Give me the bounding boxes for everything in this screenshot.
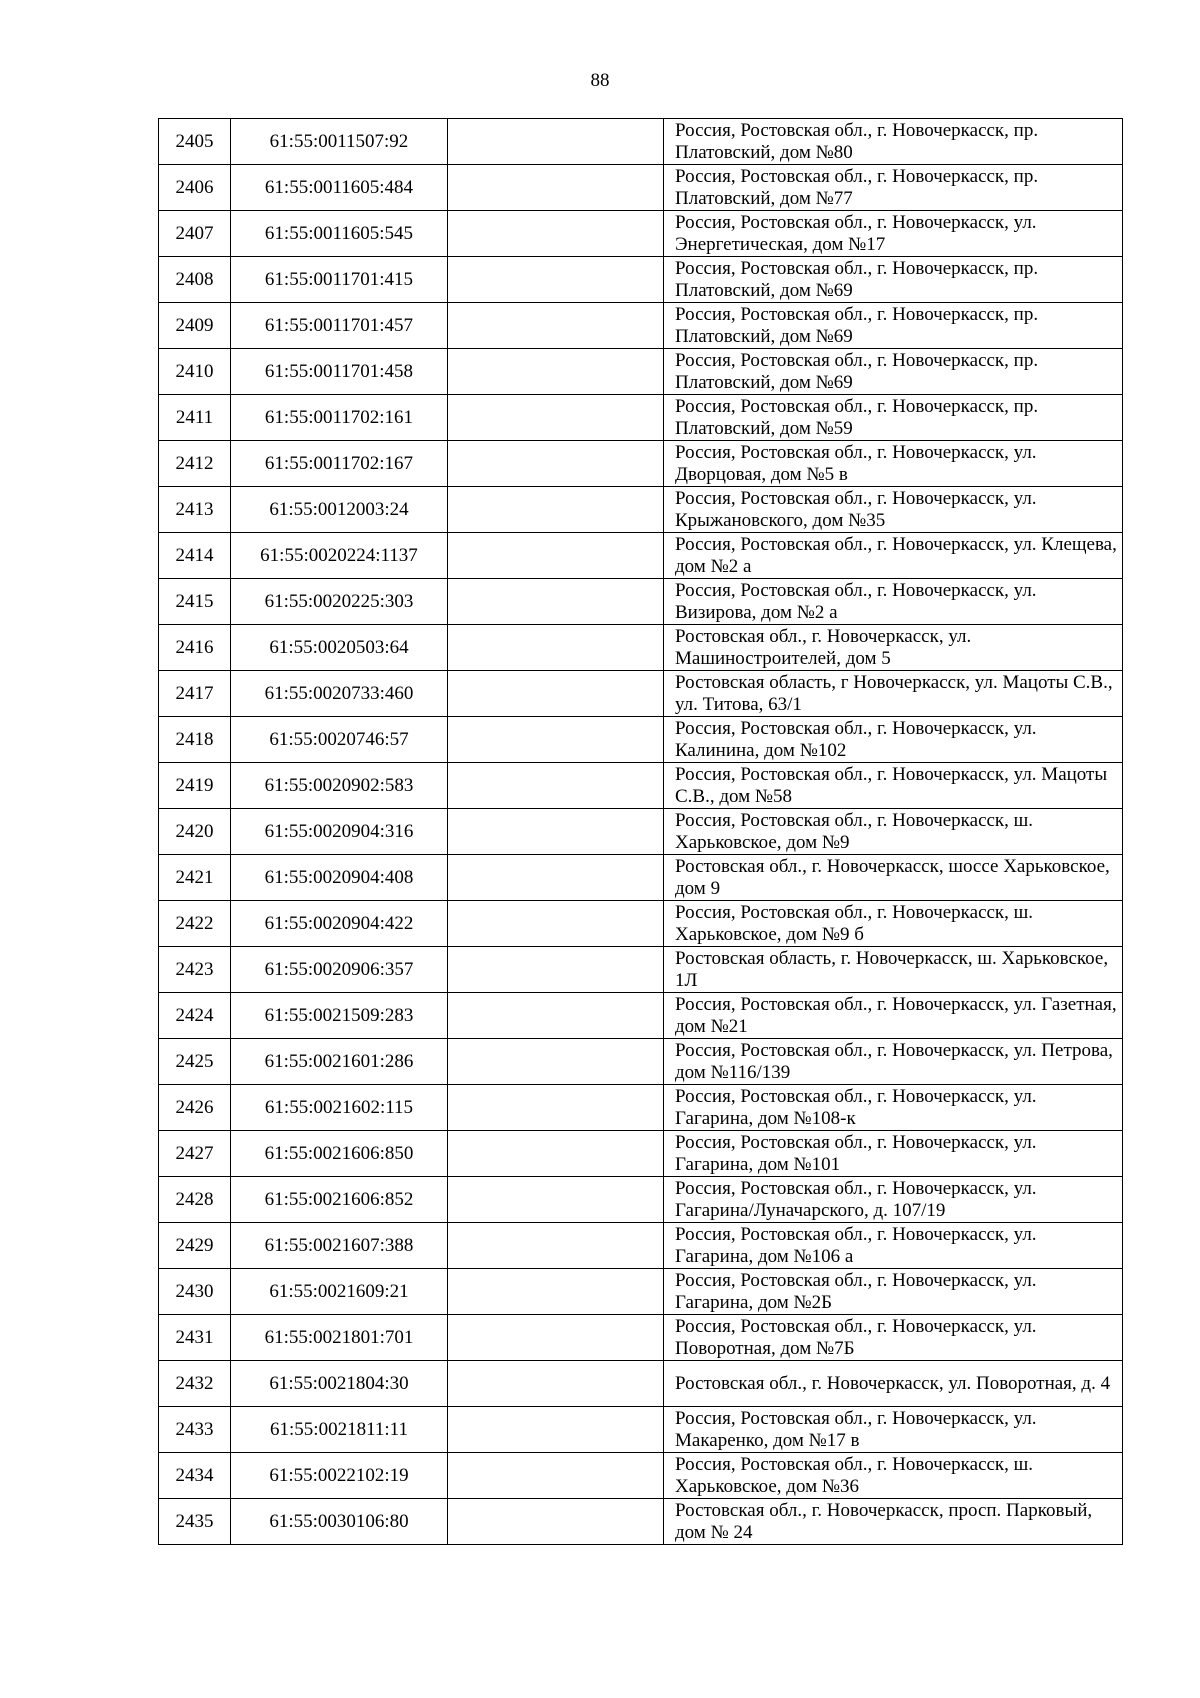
address-cell: Россия, Ростовская обл., г. Новочеркасск, ул. Дворцовая, дом №5 в (664, 441, 1123, 487)
cadastral-number-cell: 61:55:0011701:457 (231, 303, 448, 349)
empty-cell (448, 1407, 664, 1453)
row-number-cell: 2418 (159, 717, 231, 763)
cadastral-number-cell: 61:55:0030106:80 (231, 1499, 448, 1545)
row-number-cell: 2411 (159, 395, 231, 441)
registry-table-body (159, 119, 1123, 1545)
address-cell: Россия, Ростовская обл., г. Новочеркасск, пр. Платовский, дом №69 (664, 349, 1123, 395)
address-cell: Россия, Ростовская обл., г. Новочеркасск, ул. Визирова, дом №2 а (664, 579, 1123, 625)
empty-cell (448, 349, 664, 395)
row-number-cell: 2422 (159, 901, 231, 947)
empty-cell (448, 1361, 664, 1407)
address-cell: Россия, Ростовская обл., г. Новочеркасск, ш. Харьковское, дом №9 б (664, 901, 1123, 947)
empty-cell (448, 1269, 664, 1315)
empty-cell (448, 1499, 664, 1545)
row-number-cell: 2409 (159, 303, 231, 349)
table-row (159, 349, 1123, 395)
table-row (159, 1085, 1123, 1131)
row-number-cell: 2424 (159, 993, 231, 1039)
table-row (159, 165, 1123, 211)
empty-cell (448, 579, 664, 625)
address-cell: Россия, Ростовская обл., г. Новочеркасск, ул. Петрова, дом №116/139 (664, 1039, 1123, 1085)
address-cell: Россия, Ростовская обл., г. Новочеркасск, ул. Гагарина, дом №101 (664, 1131, 1123, 1177)
row-number-cell: 2430 (159, 1269, 231, 1315)
row-number-cell: 2428 (159, 1177, 231, 1223)
empty-cell (448, 717, 664, 763)
row-number-cell: 2405 (159, 119, 231, 165)
row-number-cell: 2412 (159, 441, 231, 487)
table-row (159, 1499, 1123, 1545)
row-number-cell: 2431 (159, 1315, 231, 1361)
cadastral-number-cell: 61:55:0020904:408 (231, 855, 448, 901)
table-row (159, 579, 1123, 625)
empty-cell (448, 1223, 664, 1269)
row-number-cell: 2420 (159, 809, 231, 855)
cadastral-number-cell: 61:55:0021811:11 (231, 1407, 448, 1453)
cadastral-number-cell: 61:55:0020746:57 (231, 717, 448, 763)
table-row (159, 1361, 1123, 1407)
cadastral-number-cell: 61:55:0020225:303 (231, 579, 448, 625)
table-row (159, 1131, 1123, 1177)
row-number-cell: 2421 (159, 855, 231, 901)
row-number-cell: 2423 (159, 947, 231, 993)
table-row (159, 809, 1123, 855)
table-row (159, 1269, 1123, 1315)
address-cell: Россия, Ростовская обл., г. Новочеркасск, ул. Крыжановского, дом №35 (664, 487, 1123, 533)
cadastral-number-cell: 61:55:0011605:545 (231, 211, 448, 257)
empty-cell (448, 1085, 664, 1131)
cadastral-number-cell: 61:55:0021804:30 (231, 1361, 448, 1407)
empty-cell (448, 1039, 664, 1085)
row-number-cell: 2414 (159, 533, 231, 579)
row-number-cell: 2410 (159, 349, 231, 395)
address-cell: Россия, Ростовская обл., г. Новочеркасск, ул. Калинина, дом №102 (664, 717, 1123, 763)
row-number-cell: 2434 (159, 1453, 231, 1499)
empty-cell (448, 487, 664, 533)
cadastral-number-cell: 61:55:0021607:388 (231, 1223, 448, 1269)
address-cell: Ростовская обл., г. Новочеркасск, просп. Парковый, дом № 24 (664, 1499, 1123, 1545)
table-row (159, 395, 1123, 441)
row-number-cell: 2426 (159, 1085, 231, 1131)
table-row (159, 533, 1123, 579)
address-cell: Ростовская область, г Новочеркасск, ул. Мацоты С.В., ул. Титова, 63/1 (664, 671, 1123, 717)
table-row (159, 1223, 1123, 1269)
table-row (159, 1039, 1123, 1085)
row-number-cell: 2417 (159, 671, 231, 717)
cadastral-number-cell: 61:55:0020906:357 (231, 947, 448, 993)
address-cell: Россия, Ростовская обл., г. Новочеркасск, ул. Газетная, дом №21 (664, 993, 1123, 1039)
empty-cell (448, 1177, 664, 1223)
table-row (159, 257, 1123, 303)
address-cell: Россия, Ростовская обл., г. Новочеркасск, пр. Платовский, дом №69 (664, 303, 1123, 349)
row-number-cell: 2406 (159, 165, 231, 211)
empty-cell (448, 947, 664, 993)
cadastral-number-cell: 61:55:0011702:161 (231, 395, 448, 441)
empty-cell (448, 671, 664, 717)
row-number-cell: 2427 (159, 1131, 231, 1177)
row-number-cell: 2435 (159, 1499, 231, 1545)
address-cell: Россия, Ростовская обл., г. Новочеркасск, ул. Энергетическая, дом №17 (664, 211, 1123, 257)
empty-cell (448, 1453, 664, 1499)
empty-cell (448, 441, 664, 487)
cadastral-number-cell: 61:55:0012003:24 (231, 487, 448, 533)
address-cell: Ростовская обл., г. Новочеркасск, ул. Поворотная, д. 4 (664, 1361, 1123, 1407)
row-number-cell: 2416 (159, 625, 231, 671)
address-cell: Россия, Ростовская обл., г. Новочеркасск, пр. Платовский, дом №59 (664, 395, 1123, 441)
cadastral-number-cell: 61:55:0020904:422 (231, 901, 448, 947)
address-cell: Ростовская обл., г. Новочеркасск, ул. Машиностроителей, дом 5 (664, 625, 1123, 671)
address-cell: Россия, Ростовская обл., г. Новочеркасск, ул. Мацоты С.В., дом №58 (664, 763, 1123, 809)
table-row (159, 1177, 1123, 1223)
address-cell: Россия, Ростовская обл., г. Новочеркасск, ул. Гагарина, дом №2Б (664, 1269, 1123, 1315)
address-cell: Россия, Ростовская обл., г. Новочеркасск, ул. Гагарина, дом №108-к (664, 1085, 1123, 1131)
table-row (159, 717, 1123, 763)
cadastral-number-cell: 61:55:0021606:852 (231, 1177, 448, 1223)
cadastral-number-cell: 61:55:0020902:583 (231, 763, 448, 809)
row-number-cell: 2429 (159, 1223, 231, 1269)
cadastral-number-cell: 61:55:0021609:21 (231, 1269, 448, 1315)
row-number-cell: 2419 (159, 763, 231, 809)
cadastral-number-cell: 61:55:0021601:286 (231, 1039, 448, 1085)
address-cell: Ростовская обл., г. Новочеркасск, шоссе Харьковское, дом 9 (664, 855, 1123, 901)
cadastral-number-cell: 61:55:0021606:850 (231, 1131, 448, 1177)
row-number-cell: 2433 (159, 1407, 231, 1453)
address-cell: Россия, Ростовская обл., г. Новочеркасск, пр. Платовский, дом №77 (664, 165, 1123, 211)
table-row (159, 211, 1123, 257)
cadastral-number-cell: 61:55:0011702:167 (231, 441, 448, 487)
row-number-cell: 2408 (159, 257, 231, 303)
address-cell: Россия, Ростовская обл., г. Новочеркасск, ул. Клещева, дом №2 а (664, 533, 1123, 579)
address-cell: Россия, Ростовская обл., г. Новочеркасск, ш. Харьковское, дом №9 (664, 809, 1123, 855)
cadastral-number-cell: 61:55:0021509:283 (231, 993, 448, 1039)
empty-cell (448, 855, 664, 901)
empty-cell (448, 533, 664, 579)
table-row (159, 763, 1123, 809)
table-row (159, 119, 1123, 165)
address-cell: Россия, Ростовская обл., г. Новочеркасск, пр. Платовский, дом №69 (664, 257, 1123, 303)
table-row (159, 487, 1123, 533)
empty-cell (448, 625, 664, 671)
table-row (159, 901, 1123, 947)
empty-cell (448, 165, 664, 211)
address-cell: Россия, Ростовская обл., г. Новочеркасск, ш. Харьковское, дом №36 (664, 1453, 1123, 1499)
address-cell: Россия, Ростовская обл., г. Новочеркасск, пр. Платовский, дом №80 (664, 119, 1123, 165)
cadastral-number-cell: 61:55:0022102:19 (231, 1453, 448, 1499)
table-row (159, 947, 1123, 993)
cadastral-number-cell: 61:55:0021602:115 (231, 1085, 448, 1131)
table-row (159, 1407, 1123, 1453)
cadastral-number-cell: 61:55:0011605:484 (231, 165, 448, 211)
row-number-cell: 2415 (159, 579, 231, 625)
cadastral-number-cell: 61:55:0020224:1137 (231, 533, 448, 579)
empty-cell (448, 303, 664, 349)
row-number-cell: 2407 (159, 211, 231, 257)
address-cell: Россия, Ростовская обл., г. Новочеркасск, ул. Гагарина/Луначарского, д. 107/19 (664, 1177, 1123, 1223)
empty-cell (448, 395, 664, 441)
cadastral-number-cell: 61:55:0020733:460 (231, 671, 448, 717)
address-cell: Россия, Ростовская обл., г. Новочеркасск, ул. Поворотная, дом №7Б (664, 1315, 1123, 1361)
empty-cell (448, 901, 664, 947)
address-cell: Россия, Ростовская обл., г. Новочеркасск, ул. Макаренко, дом №17 в (664, 1407, 1123, 1453)
empty-cell (448, 119, 664, 165)
table-row (159, 441, 1123, 487)
registry-table (158, 118, 1123, 1545)
empty-cell (448, 993, 664, 1039)
table-row (159, 625, 1123, 671)
table-row (159, 855, 1123, 901)
empty-cell (448, 1131, 664, 1177)
table-row (159, 1315, 1123, 1361)
row-number-cell: 2413 (159, 487, 231, 533)
empty-cell (448, 809, 664, 855)
table-row (159, 993, 1123, 1039)
empty-cell (448, 1315, 664, 1361)
address-cell: Ростовская область, г. Новочеркасск, ш. Харьковское, 1Л (664, 947, 1123, 993)
table-row (159, 303, 1123, 349)
empty-cell (448, 211, 664, 257)
empty-cell (448, 257, 664, 303)
cadastral-number-cell: 61:55:0011701:415 (231, 257, 448, 303)
page-number: 88 (590, 70, 610, 91)
table-row (159, 1453, 1123, 1499)
cadastral-number-cell: 61:55:0021801:701 (231, 1315, 448, 1361)
address-cell: Россия, Ростовская обл., г. Новочеркасск, ул. Гагарина, дом №106 а (664, 1223, 1123, 1269)
row-number-cell: 2425 (159, 1039, 231, 1085)
table-row (159, 671, 1123, 717)
empty-cell (448, 763, 664, 809)
cadastral-number-cell: 61:55:0011701:458 (231, 349, 448, 395)
cadastral-number-cell: 61:55:0011507:92 (231, 119, 448, 165)
cadastral-number-cell: 61:55:0020503:64 (231, 625, 448, 671)
row-number-cell: 2432 (159, 1361, 231, 1407)
cadastral-number-cell: 61:55:0020904:316 (231, 809, 448, 855)
